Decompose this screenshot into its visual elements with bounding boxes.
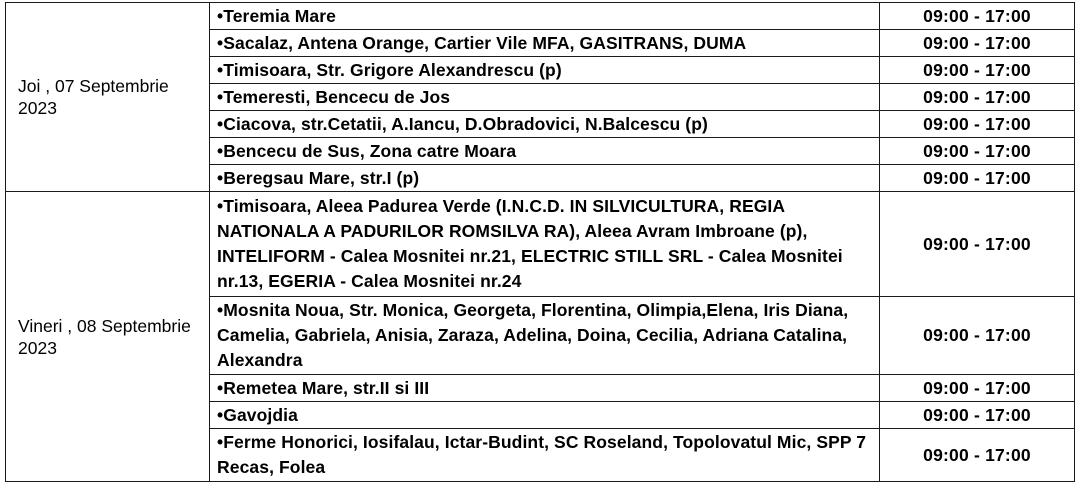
location-cell: •Remetea Mare, str.II si III [210,375,880,402]
time-cell: 09:00 - 17:00 [880,297,1075,375]
time-cell: 09:00 - 17:00 [880,111,1075,138]
location-cell: •Sacalaz, Antena Orange, Cartier Vile MFA, GASITRANS, DUMA [210,30,880,57]
time-cell: 09:00 - 17:00 [880,192,1075,297]
time-cell: 09:00 - 17:00 [880,3,1075,30]
location-cell: •Bencecu de Sus, Zona catre Moara [210,138,880,165]
location-cell: •Temeresti, Bencecu de Jos [210,84,880,111]
time-cell: 09:00 - 17:00 [880,30,1075,57]
time-cell: 09:00 - 17:00 [880,57,1075,84]
date-cell: Vineri , 08 Septembrie 2023 [6,192,210,482]
location-cell: •Beregsau Mare, str.I (p) [210,165,880,192]
outage-schedule-table [5,2,1075,482]
table-row [6,3,1075,30]
location-cell: •Timisoara, Aleea Padurea Verde (I.N.C.D. IN SILVICULTURA, REGIA NATIONALA A PADURILOR ROMSILVA RA), Aleea Avram Imbroane (p), INTELIFORM - Calea Mosnitei nr.21, ELECTRIC STILL SRL - Calea Mosnitei nr.13, EGERIA - Calea Mosnitei nr.24 [210,192,880,297]
location-cell: •Ciacova, str.Cetatii, A.Iancu, D.Obradovici, N.Balcescu (p) [210,111,880,138]
location-cell: •Mosnita Noua, Str. Monica, Georgeta, Florentina, Olimpia,Elena, Iris Diana, Camelia, Gabriela, Anisia, Zaraza, Adelina, Doina, Cecilia, Adriana Catalina, Alexandra [210,297,880,375]
time-cell: 09:00 - 17:00 [880,138,1075,165]
table-row [6,192,1075,297]
time-cell: 09:00 - 17:00 [880,429,1075,482]
time-cell: 09:00 - 17:00 [880,375,1075,402]
location-cell: •Gavojdia [210,402,880,429]
time-cell: 09:00 - 17:00 [880,84,1075,111]
date-cell: Joi , 07 Septembrie 2023 [6,3,210,192]
time-cell: 09:00 - 17:00 [880,402,1075,429]
time-cell: 09:00 - 17:00 [880,165,1075,192]
location-cell: •Timisoara, Str. Grigore Alexandrescu (p) [210,57,880,84]
location-cell: •Teremia Mare [210,3,880,30]
location-cell: •Ferme Honorici, Iosifalau, Ictar-Budint, SC Roseland, Topolovatul Mic, SPP 7 Recas, Folea [210,429,880,482]
